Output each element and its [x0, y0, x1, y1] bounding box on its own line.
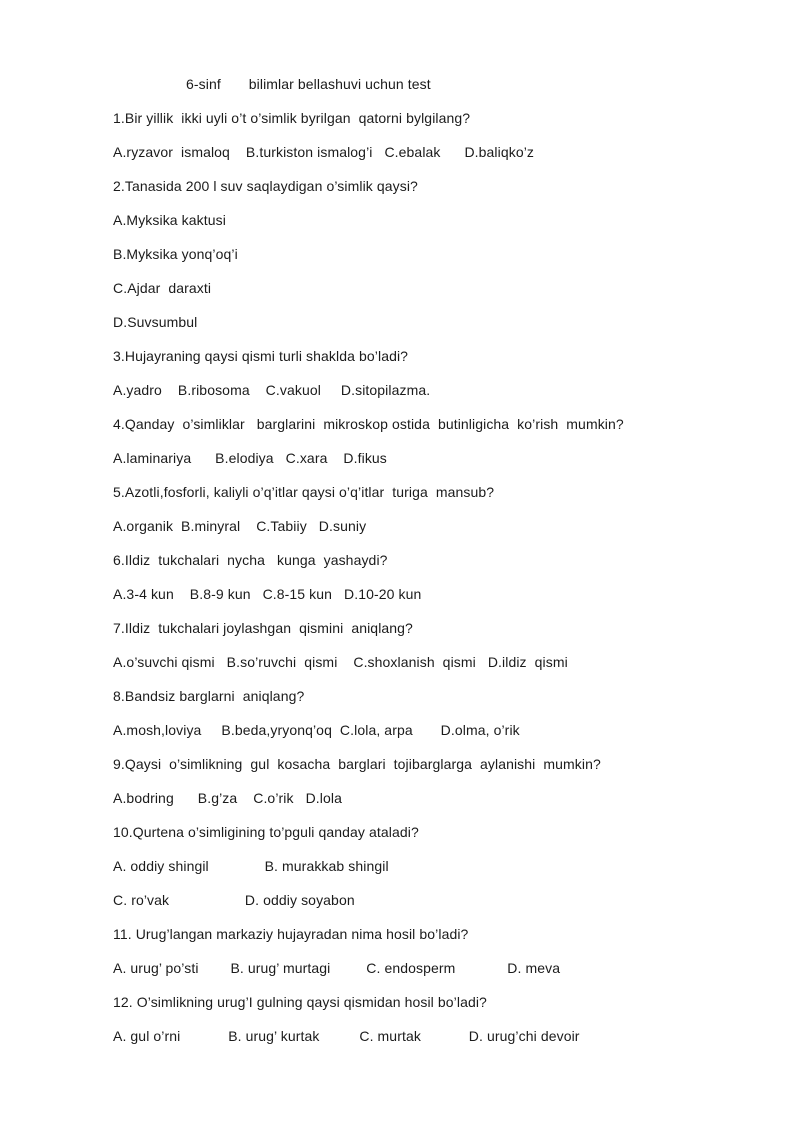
question-line: 5.Azotli,fosforli, kaliyli o’q’itlar qaysi o’q’itlar turiga mansub? — [113, 484, 495, 500]
question-line: 9.Qaysi o’simlikning gul kosacha barglari tojibarglarga aylanishi mumkin? — [113, 756, 601, 772]
question-line: 11. Urug’langan markaziy hujayradan nima hosil bo’ladi? — [113, 926, 469, 942]
question-line: 12. O’simlikning urug’I gulning qaysi qismidan hosil bo’ladi? — [113, 994, 487, 1010]
options-line: A. urug’ po’sti B. urug’ murtagi C. endosperm D. meva — [113, 960, 561, 976]
options-line: A.bodring B.g’za C.o’rik D.lola — [113, 790, 342, 806]
question-line: 6.Ildiz tukchalari nycha kunga yashaydi? — [113, 552, 388, 568]
question-line: 1.Bir yillik ikki uyli o’t o’simlik byrilgan qatorni bylgilang? — [113, 110, 471, 126]
options-line: A.mosh,loviya B.beda,yryonq’oq C.lola, arpa D.olma, o’rik — [113, 722, 520, 738]
options-line: A.organik B.minyral C.Tabiiy D.suniy — [113, 518, 367, 534]
question-line: 7.Ildiz tukchalari joylashgan qismini aniqlang? — [113, 620, 413, 636]
options-line: A. oddiy shingil B. murakkab shingil — [113, 858, 389, 874]
document-body — [113, 110, 730, 1045]
options-line: A.ryzavor ismaloq B.turkiston ismalog’i C.ebalak D.baliqko’z — [113, 144, 535, 160]
options-line: A.o’suvchi qismi B.so’ruvchi qismi C.shoxlanish qismi D.ildiz qismi — [113, 654, 568, 670]
option-line: D.Suvsumbul — [113, 314, 198, 330]
option-line: A.Myksika kaktusi — [113, 212, 226, 228]
options-line: A.yadro B.ribosoma C.vakuol D.sitopilazma. — [113, 382, 431, 398]
question-line: 8.Bandsiz barglarni aniqlang? — [113, 688, 305, 704]
options-line: A.laminariya B.elodiya C.xara D.fikus — [113, 450, 387, 466]
option-line: B.Myksika yonq’oq’i — [113, 246, 238, 262]
document-title: 6-sinf bilimlar bellashuvi uchun test — [186, 76, 431, 92]
question-line: 3.Hujayraning qaysi qismi turli shaklda bo’ladi? — [113, 348, 409, 364]
options-line: A.3-4 kun B.8-9 kun C.8-15 kun D.10-20 kun — [113, 586, 422, 602]
question-line: 2.Tanasida 200 l suv saqlaydigan o’simlik qaysi? — [113, 178, 418, 194]
question-line: 10.Qurtena o’simligining to’pguli qanday ataladi? — [113, 824, 419, 840]
options-line: C. ro’vak D. oddiy soyabon — [113, 892, 355, 908]
options-line: A. gul o’rni B. urug’ kurtak C. murtak D. urug’chi devoir — [113, 1028, 580, 1044]
option-line: C.Ajdar daraxti — [113, 280, 212, 296]
question-line: 4.Qanday o’simliklar barglarini mikroskop ostida butinligicha ko’rish mumkin? — [113, 416, 624, 432]
